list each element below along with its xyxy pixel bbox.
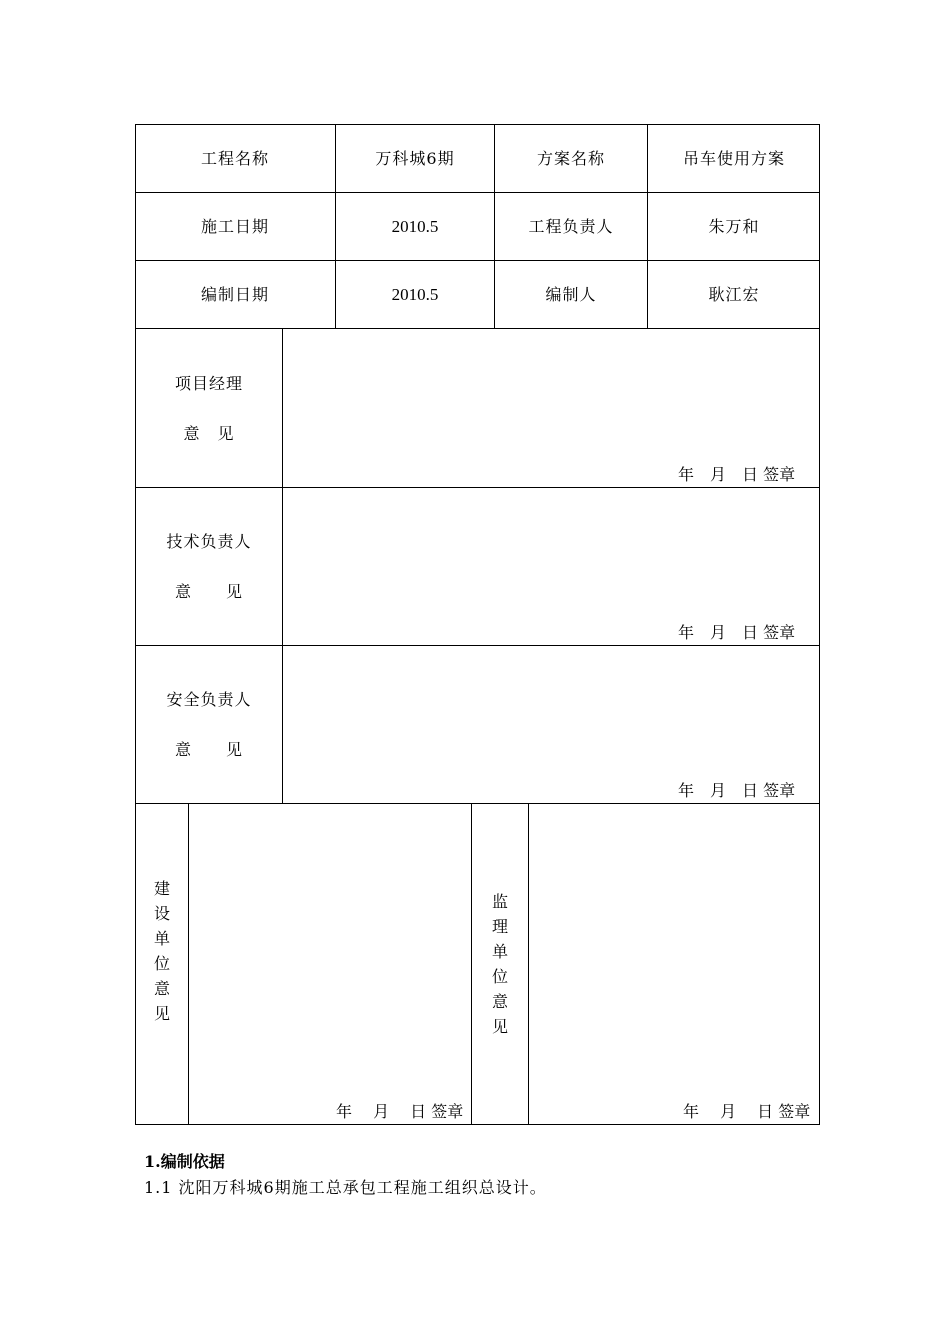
signature-line: 年 月 日 签章 — [683, 1102, 811, 1121]
row-divider — [135, 487, 820, 488]
section-heading: 1.编制依据 — [144, 1152, 225, 1171]
col-divider — [188, 803, 189, 1124]
signature-line: 年 月 日 签章 — [678, 465, 796, 484]
value-compiler: 耿江宏 — [708, 285, 760, 304]
opinion-label-pm-sub: 意 见 — [183, 424, 235, 443]
owner-unit-opinion-label: 建 设 单 位 意 见 — [153, 879, 170, 1023]
value-compile-date: 2010.5 — [391, 285, 439, 304]
col-divider — [528, 803, 529, 1124]
signature-line: 年 月 日 签章 — [336, 1102, 464, 1121]
row-divider — [135, 328, 820, 329]
row-divider — [135, 260, 820, 261]
section-paragraph: 1.1 沈阳万科城6期施工总承包工程施工组织总设计。 — [144, 1178, 547, 1197]
value-construction-date: 2010.5 — [391, 217, 439, 236]
label-compile-date: 编制日期 — [200, 285, 270, 304]
label-project-name: 工程名称 — [200, 149, 270, 168]
table-border-left — [135, 124, 136, 1125]
signature-line: 年 月 日 签章 — [678, 781, 796, 800]
opinion-label-tech-sub: 意 见 — [174, 582, 244, 601]
value-project-manager: 朱万和 — [708, 217, 760, 236]
label-compiler: 编制人 — [545, 285, 597, 304]
label-project-manager: 工程负责人 — [528, 217, 614, 236]
opinion-label-safety: 安全负责人 — [166, 690, 252, 709]
col-divider — [335, 124, 336, 328]
signature-line: 年 月 日 签章 — [678, 623, 796, 642]
col-divider — [494, 124, 495, 328]
row-divider — [135, 803, 820, 804]
row-divider — [135, 192, 820, 193]
table-border-right — [819, 124, 820, 1125]
label-plan-name: 方案名称 — [536, 149, 606, 168]
supervisor-unit-opinion-label: 监 理 单 位 意 见 — [491, 892, 508, 1036]
opinion-label-tech: 技术负责人 — [166, 532, 252, 551]
opinion-label-safety-sub: 意 见 — [174, 740, 244, 759]
table-border-top — [135, 124, 820, 125]
row-divider — [135, 645, 820, 646]
opinion-label-pm: 项目经理 — [174, 374, 244, 393]
col-divider — [647, 124, 648, 328]
table-border-bottom — [135, 1124, 820, 1125]
value-plan-name: 吊车使用方案 — [682, 149, 786, 168]
label-construction-date: 施工日期 — [200, 217, 270, 236]
col-divider — [471, 803, 472, 1124]
col-divider — [282, 328, 283, 803]
value-project-name: 万科城6期 — [375, 149, 455, 168]
